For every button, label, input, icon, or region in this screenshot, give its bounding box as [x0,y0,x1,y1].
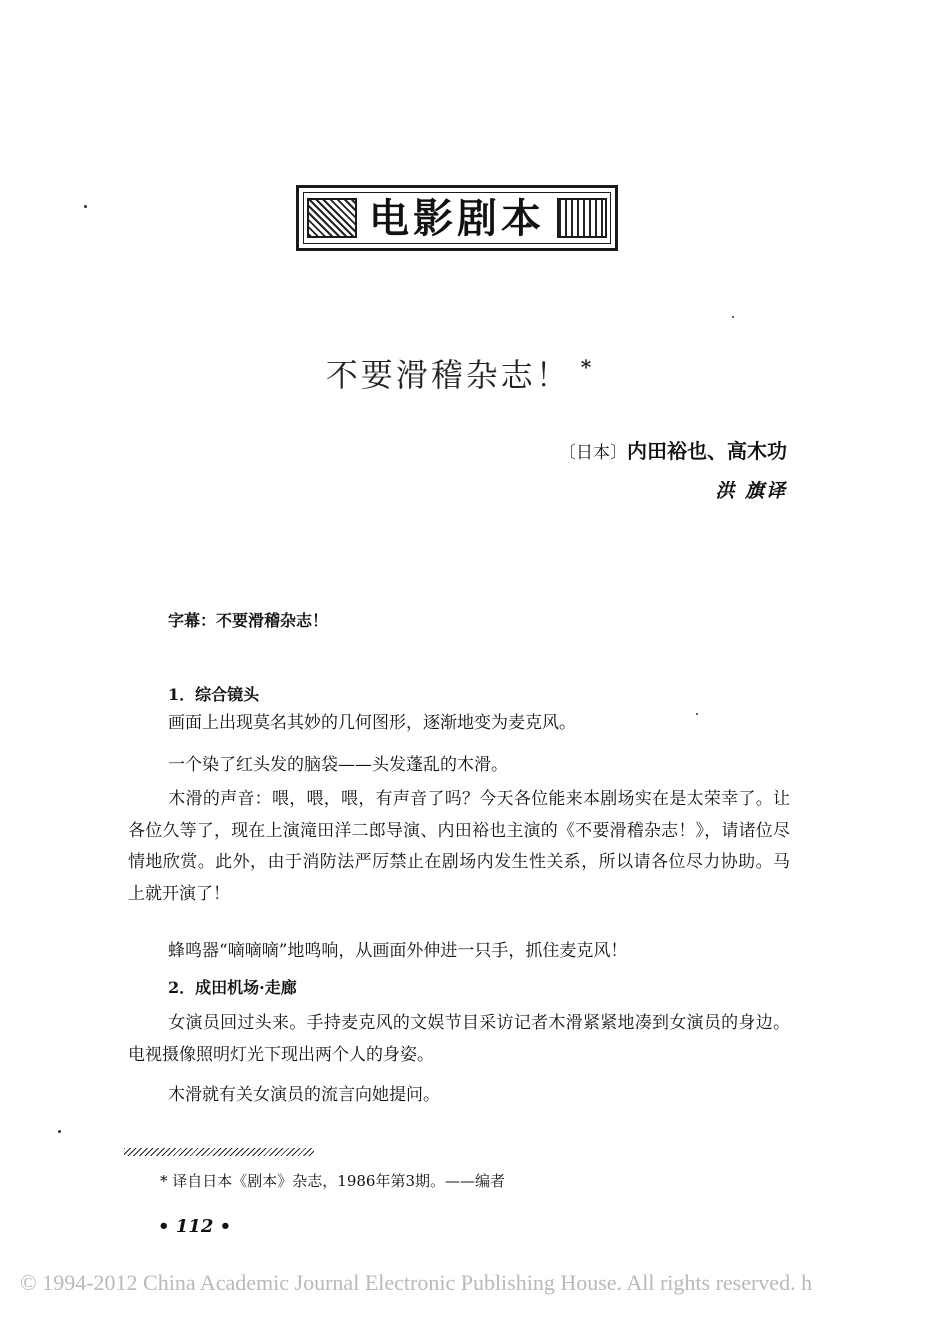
caption-subtitle: 字幕：不要滑稽杂志！ [168,611,329,630]
author-line [559,435,787,464]
copyright-watermark: © 1994-2012 China Academic Journal Electronic Publishing House. All rights reserved. h [20,1270,813,1295]
paragraph-3-text: 木滑的声音：喂，喂，喂，有声音了吗？今天各位能来本剧场实在是太荣幸了。让各位久等了，现在上演滝田洋二郎导演、内田裕也主演的《不要滑稽杂志！》，请诸位尽情地欣赏。此外，由于消防法严厉禁止在剧场内发生性关系，所以请各位尽力协助。马上就开演了！ [128,789,790,904]
paragraph-2-text: 一个染了红头发的脑袋——头发蓬乱的木滑。 [168,755,508,775]
paragraph-3 [128,784,790,910]
scan-speck [58,1130,61,1133]
paragraph-6 [128,1080,790,1112]
section-title: 电影剧本 [369,196,545,242]
footnote-divider [124,1148,314,1156]
section-banner [296,185,618,251]
scan-speck [696,713,698,715]
author-country: 〔日本〕 [559,443,627,463]
scan-speck [84,205,87,208]
play-title [250,350,670,396]
scene-2-heading: 2．成田机场·走廊 [168,978,297,997]
right-ornament-icon [557,198,607,238]
translator-line: 洪 旗译 [715,480,787,502]
paragraph-1 [128,708,790,740]
paragraph-5 [128,1008,790,1071]
paragraph-6-text: 木滑就有关女演员的流言向她提问。 [168,1085,440,1105]
play-title-text: 不要滑稽杂志！ [325,356,571,394]
paragraph-4-text: 蜂鸣器“嘀嘀嘀”地鸣响，从画面外伸进一只手，抓住麦克风！ [168,941,628,961]
paragraph-4 [128,936,790,968]
paragraph-5-text: 女演员回过头来。手持麦克风的文娱节目采访记者木滑紧紧地凑到女演员的身边。电视摄像照明灯光下现出两个人的身姿。 [128,1013,790,1065]
scan-speck [732,316,734,318]
paragraph-2 [128,750,790,782]
author-names: 内田裕也、高木功 [627,439,787,463]
page-number: • 112 • [158,1216,232,1237]
footnote-marker: * [580,355,595,380]
scene-1-heading: 1．综合镜头 [168,685,260,704]
left-ornament-icon [307,198,357,238]
paragraph-1-text: 画面上出现莫名其妙的几何图形，逐渐地变为麦克风。 [168,713,576,733]
footnote: * 译自日本《剧本》杂志，1986年第3期。——编者 [160,1172,505,1190]
